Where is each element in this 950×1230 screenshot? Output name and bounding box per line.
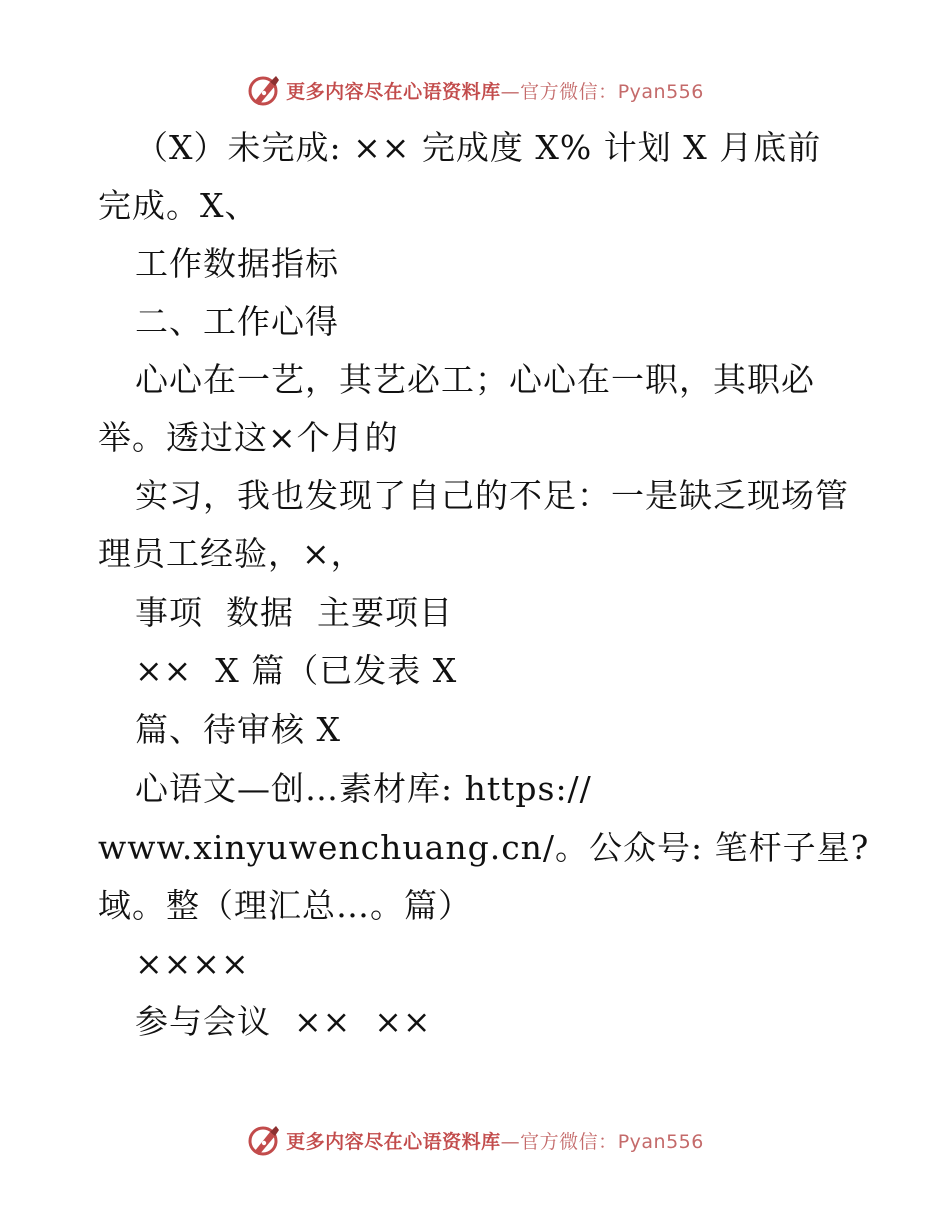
text-line: 二、工作心得 <box>135 302 339 341</box>
banner-dash: — <box>500 80 521 103</box>
text-line: 篇、待审核 X <box>135 710 341 749</box>
text-line: ×××× <box>135 944 250 983</box>
text-line: ×× X 篇（已发表 X <box>135 651 458 690</box>
text-line: （X）未完成: ×× 完成度 X% 计划 X 月底前 <box>135 128 822 167</box>
text-line: 事项 数据 主要项目 <box>135 593 453 632</box>
text-line: www.xinyuwenchuang.cn/。公众号: 笔杆子星? <box>98 828 870 867</box>
text-line: 工作数据指标 <box>135 244 339 283</box>
pen-logo-icon <box>246 1122 282 1158</box>
banner-slogan: 更多内容尽在心语资料库 <box>286 1130 501 1153</box>
header-watermark-banner <box>0 70 950 110</box>
banner-wechat-label: 官方微信： <box>520 80 618 103</box>
text-line: 实习，我也发现了自己的不足：一是缺乏现场管 <box>135 476 849 515</box>
footer-watermark-banner <box>0 1120 950 1160</box>
banner-dash: — <box>500 1130 521 1153</box>
text-line: 理员工经验，×， <box>98 534 365 573</box>
text-line: 心心在一艺，其艺必工；心心在一职，其职必 <box>135 360 815 399</box>
banner-wechat-id: Pyan556 <box>617 1130 704 1153</box>
text-line: 举。透过这×个月的 <box>98 418 399 457</box>
banner-wechat-id: Pyan556 <box>617 80 704 103</box>
banner-text <box>286 1127 704 1154</box>
text-line: 心语文—创…素材库: https:// <box>135 769 592 808</box>
text-line: 域。整（理汇总…。篇） <box>98 886 472 925</box>
banner-slogan: 更多内容尽在心语资料库 <box>286 80 501 103</box>
banner-wechat-label: 官方微信： <box>520 1130 618 1153</box>
text-line: 完成。X、 <box>98 186 259 225</box>
pen-logo-icon <box>246 72 282 108</box>
banner-text <box>286 77 704 104</box>
text-line: 参与会议 ×× ×× <box>135 1002 432 1041</box>
